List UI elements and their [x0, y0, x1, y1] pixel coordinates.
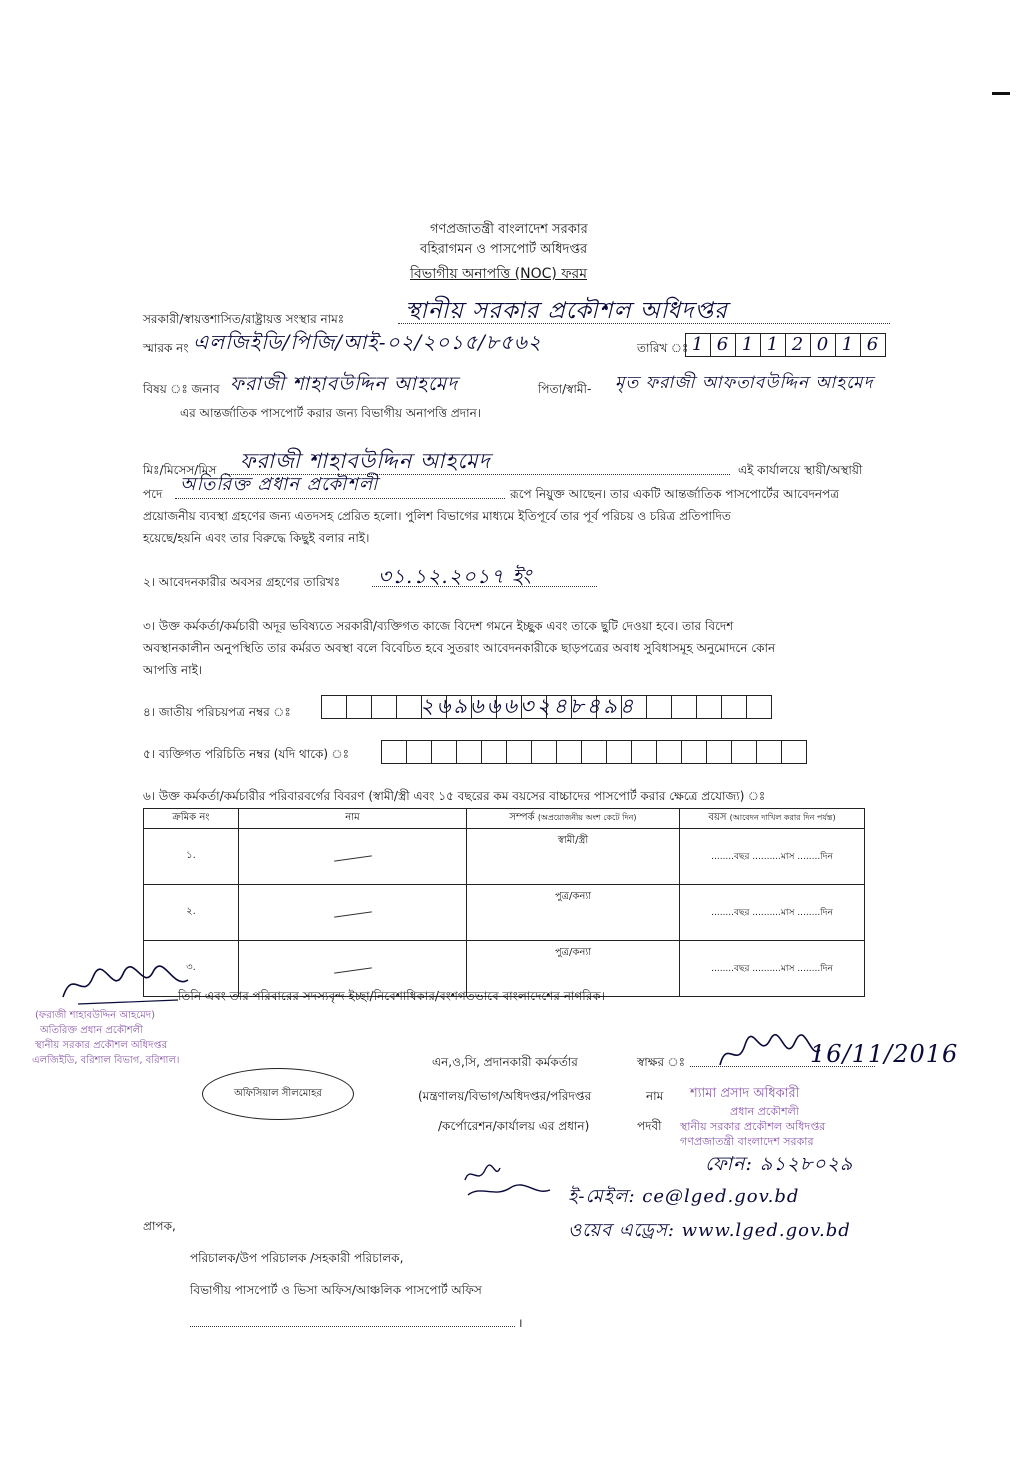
item4-label: ৪। জাতীয় পরিচয়পত্র নম্বর ঃ	[143, 705, 291, 719]
col-relation: সম্পর্ক (অপ্রয়োজনীয় অংশ কেটে দিন)	[467, 809, 680, 829]
family-table	[143, 808, 865, 997]
form-title: বিভাগীয় অনাপত্তি (NOC) ফরম	[410, 266, 588, 282]
blank-dash	[334, 855, 372, 861]
official-seal: অফিসিয়াল সীলমোহর	[202, 1068, 354, 1120]
item4-value: ২৬৯৬৬৬৩২৪৮৪৯৪	[420, 694, 637, 718]
header-line1: গণপ্রজাতন্ত্রী বাংলাদেশ সরকার	[430, 222, 588, 237]
date-digit-box: 1	[760, 333, 786, 357]
item6-label: ৬। উক্ত কর্মকর্তা/কর্মচারীর পরিবারবর্গের বিবরণ (স্বামী/স্ত্রী এবং ১৫ বছরের কম বয়সের বাচ্চাদের পাসপোর্ট করার ক্ষেত্রে প্রযোজ্য) ঃ	[143, 789, 766, 803]
para1-text1: রূপে নিয়ুক্ত আছেন। তার একটি আন্তর্জাতিক পাসপোর্টের আবেদনপত্র	[510, 487, 840, 501]
sign-label: স্বাক্ষর ঃ	[637, 1055, 686, 1069]
email-text: ই-মেইল: ce@lged.gov.bd	[568, 1186, 800, 1207]
left-stamp-line1: (ফরাজী শাহাবউদ্দিন আহমেদ)	[35, 1010, 155, 1021]
table-row: ২. পুত্র/কন্যা ........বছর ..........মাস ........দিন	[144, 885, 865, 941]
memo-label: স্মারক নং	[143, 341, 189, 355]
table-row: ৩. পুত্র/কন্যা ........বছর ..........মাস ........দিন	[144, 941, 865, 997]
para1-post-label: পদে	[143, 487, 163, 501]
date-digit-box: 1	[835, 333, 861, 357]
item5-label: ৫। ব্যক্তিগত পরিচিতি নম্বর (যদি থাকে) ঃ	[143, 747, 350, 761]
stamp-govt: গণপ্রজাতন্ত্রী বাংলাদেশ সরকার	[680, 1135, 814, 1148]
left-stamp-line3: স্থানীয় সরকার প্রকৌশল অধিদপ্তর	[35, 1040, 168, 1051]
item3-line3: আপত্তি নাই।	[143, 663, 203, 677]
stamp-designation: প্রধান প্রকৌশলী	[730, 1105, 799, 1118]
item2-dots	[372, 586, 597, 587]
date-digit-box: 2	[785, 333, 811, 357]
subject-father-label: পিতা/স্বামী-	[538, 382, 592, 396]
recipient-line3: ।	[518, 1316, 523, 1330]
subject-label: বিষয় ঃ জনাব	[143, 382, 220, 396]
org-value: স্থানীয় সরকার প্রকৌশল অধিদপ্তর	[405, 298, 728, 324]
sign-date: 16/11/2016	[810, 1040, 959, 1068]
recipient-line2: বিভাগীয় পাসপোর্ট ও ভিসা অফিস/আঞ্চলিক পাসপোর্ট অফিস	[190, 1283, 482, 1297]
stamp-office: স্থানীয় সরকার প্রকৌশল অধিদপ্তর	[680, 1120, 826, 1133]
web-text: ওয়েব এড্রেস: www.lged.gov.bd	[568, 1220, 851, 1241]
item2-value: ৩১.১২.২০১৭ ইং	[378, 564, 533, 588]
table-header-row	[144, 809, 865, 829]
date-digit-box: 1	[685, 333, 711, 357]
post-label: পদবী	[637, 1119, 662, 1133]
col-name: নাম	[239, 809, 467, 829]
name-label: নাম	[646, 1089, 664, 1103]
issuer-line3: /কর্পোরেশন/কার্যালয় এর প্রধান)	[438, 1119, 590, 1133]
left-stamp-line2: অতিরিক্ত প্রধান প্রকৌশলী	[40, 1025, 143, 1036]
subject-name: ফরাজী শাহাবউদ্দিন আহমেদ	[230, 373, 459, 395]
recipient-label: প্রাপক,	[143, 1219, 176, 1233]
para1-post: অতিরিক্ত প্রধান প্রকৌশলী	[180, 474, 379, 495]
recipient-dots	[190, 1326, 515, 1327]
date-digit-box: 1	[735, 333, 761, 357]
header-line2: বহিরাগমন ও পাসপোর্ট অধিদপ্তর	[420, 242, 588, 257]
item3-line2: অবস্থানকালীন অনুপস্থিতি তার কর্মরত অবস্থা বলে বিবেচিত হবে সুতরাং আবেদনকারীকে ছাড়পত্রের অবাধ সুবিধাসমূহ অনুমোদনে কোন	[143, 641, 776, 655]
para1-prefix: মিঃ/মিসেস/মিস	[143, 463, 217, 477]
para1-name: ফরাজী শাহাবউদ্দিন আহমেদ	[240, 449, 491, 473]
date-digit-box: 0	[810, 333, 836, 357]
name-stamp: শ্যামা প্রসাদ অধিকারী	[690, 1086, 800, 1101]
memo-date-boxes	[686, 333, 886, 357]
applicant-signature	[58, 962, 198, 1007]
para1-text2: প্রয়োজনীয় ব্যবস্থা গ্রহণের জন্য এতদসহ প্রেরিত হলো। পুলিশ বিভাগের মাধ্যমে ইতিপূর্বে তার পূর্ব পরিচয় ও চরিত্র প্রতিপাদিত	[143, 509, 731, 523]
memo-date-label: তারিখ ঃ	[637, 341, 689, 355]
recipient-line1: পরিচালক/উপ পরিচালক /সহকারী পরিচালক,	[190, 1251, 404, 1265]
issuer-line2: (মন্ত্রণালয়/বিভাগ/অধিদপ্তর/পরিদপ্তর	[418, 1089, 592, 1103]
citizen-statement: তিনি এবং তার পরিবারের সদস্যবৃন্দ ইচ্ছা/নিবেশাধিকার/বংশগতভাবে বাংলাদেশের নাগরিক।	[178, 989, 605, 1003]
para1-post-dots	[175, 498, 505, 499]
col-serial: ক্রমিক নং	[144, 809, 239, 829]
item2-label: ২। আবেদনকারীর অবসর গ্রহণের তারিখঃ	[143, 575, 341, 589]
org-label: সরকারী/স্বায়ত্তশাসিত/রাষ্ট্রায়ত্ত সংস্থার নামঃ	[143, 312, 345, 326]
para1-text3: হয়েছে/হয়নি এবং তার বিরুদ্ধে কিছুই বলার নাই।	[143, 531, 370, 545]
item3-line1: ৩। উক্ত কর্মকর্তা/কর্মচারী অদূর ভবিষ্যতে সরকারী/ব্যক্তিগত কাজে বিদেশ গমনে ইচ্ছুক এবং তাকে ছুটি দেওয়া হবে। তার বিদেশ	[143, 619, 734, 633]
issuer-line1: এন,ও,সি, প্রদানকারী কর্মকর্তার	[432, 1055, 578, 1069]
col-age: বয়স (আবেদন দাখিল করার দিন পর্যন্ত)	[680, 809, 865, 829]
blank-dash	[334, 967, 372, 973]
date-digit-box: 6	[710, 333, 736, 357]
corner-mark	[992, 92, 1010, 95]
memo-value: এলজিইডি/পিজি/আই-০২/২০১৫/৮৫৬২	[193, 330, 542, 354]
officer-signature	[715, 1030, 825, 1075]
phone-text: ফোন: ৯১২৮০২৯	[705, 1153, 854, 1175]
left-stamp-line4: এলজিইডি, বরিশাল বিভাগ, বরিশাল।	[32, 1055, 180, 1066]
blank-dash	[334, 911, 372, 917]
initials-scribble	[460, 1160, 555, 1202]
table-row: ১. স্বামী/স্ত্রী ........বছর ..........মাস ........দিন	[144, 829, 865, 885]
subject-line2: এর আন্তর্জাতিক পাসপোর্ট করার জন্য বিভাগীয় অনাপত্তি প্রদান।	[180, 406, 482, 420]
date-digit-box: 6	[860, 333, 886, 357]
para1-status: এই কার্যালয়ে স্থায়ী/অস্থায়ী	[738, 463, 863, 477]
subject-father: মৃত ফরাজী আফতাবউদ্দিন আহমেদ	[615, 373, 874, 393]
pid-boxes	[382, 740, 807, 764]
